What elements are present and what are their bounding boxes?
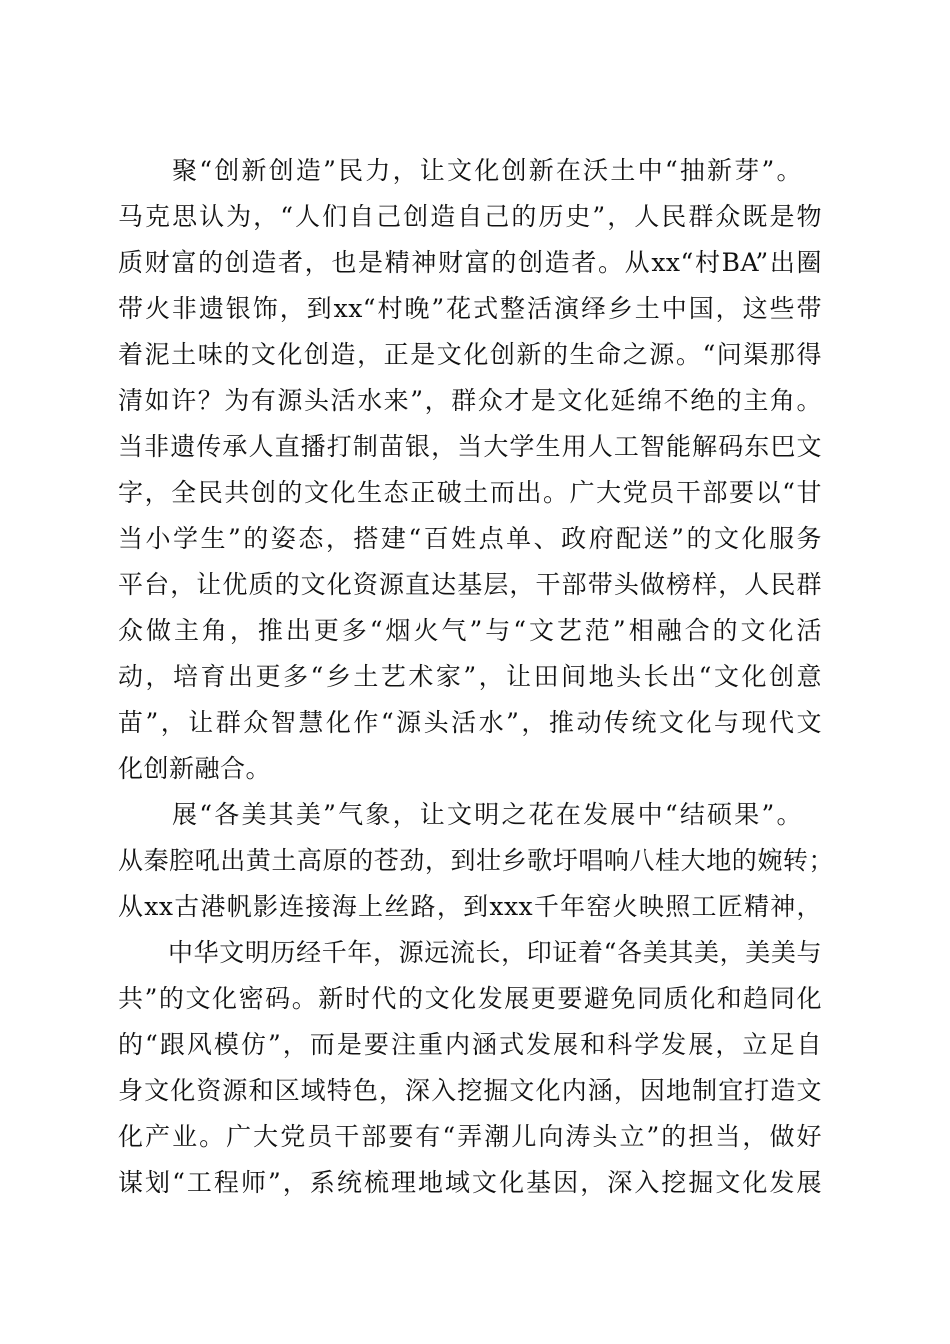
paragraph-line: 从xx古港帆影连接海上丝路，到xxx千年窑火映照工匠精神， (118, 892, 822, 921)
paragraph-line: 展“各美其美”气象，让文明之花在发展中“结硕果”。 (172, 800, 802, 829)
paragraph-line: 马克思认为，“人们自己创造自己的历史”，人民群众既是物 (118, 202, 822, 231)
paragraph-line: 中华文明历经千年，源远流长，印证着“各美其美，美美与 (168, 938, 822, 967)
paragraph-line: 化创新融合。 (118, 754, 272, 783)
paragraph-line: 从秦腔吼出黄土高原的苍劲，到壮乡歌圩唱响八桂大地的婉转； (118, 846, 834, 875)
paragraph-1 (118, 148, 832, 792)
paragraph-line: 聚“创新创造”民力，让文化创新在沃土中“抽新芽”。 (172, 156, 802, 185)
paragraph-line: 身文化资源和区域特色，深入挖掘文化内涵，因地制宜打造文 (118, 1076, 822, 1105)
paragraph-line: 当小学生”的姿态，搭建“百姓点单、政府配送”的文化服务 (118, 524, 822, 553)
paragraph-line: 共”的文化密码。新时代的文化发展更要避免同质化和趋同化 (118, 984, 822, 1013)
paragraph-line: 的“跟风模仿”，而是要注重内涵式发展和科学发展，立足自 (118, 1030, 822, 1059)
paragraph-line: 众做主角，推出更多“烟火气”与“文艺范”相融合的文化活 (118, 616, 822, 645)
paragraph-line: 动，培育出更多“乡土艺术家”，让田间地头长出“文化创意 (118, 662, 822, 691)
paragraph-line: 清如许？为有源头活水来”，群众才是文化延绵不绝的主角。 (118, 386, 822, 415)
paragraph-line: 化产业。广大党员干部要有“弄潮儿向涛头立”的担当，做好 (118, 1122, 822, 1151)
paragraph-line: 带火非遗银饰，到xx“村晚”花式整活演绎乡土中国，这些带 (118, 294, 822, 323)
paragraph-line: 苗”，让群众智慧化作“源头活水”，推动传统文化与现代文 (118, 708, 822, 737)
paragraph-line: 当非遗传承人直播打制苗银，当大学生用人工智能解码东巴文 (118, 432, 822, 461)
document-body (118, 148, 834, 1206)
paragraph-2 (118, 792, 834, 1206)
paragraph-line: 字，全民共创的文化生态正破土而出。广大党员干部要以“甘 (118, 478, 822, 507)
paragraph-line: 质财富的创造者，也是精神财富的创造者。从xx“村BA”出圈 (118, 248, 822, 277)
paragraph-line: 谋划“工程师”，系统梳理地域文化基因，深入挖掘文化发展 (118, 1168, 822, 1197)
paragraph-line: 着泥土味的文化创造，正是文化创新的生命之源。“问渠那得 (118, 340, 822, 369)
paragraph-line: 平台，让优质的文化资源直达基层，干部带头做榜样，人民群 (118, 570, 822, 599)
